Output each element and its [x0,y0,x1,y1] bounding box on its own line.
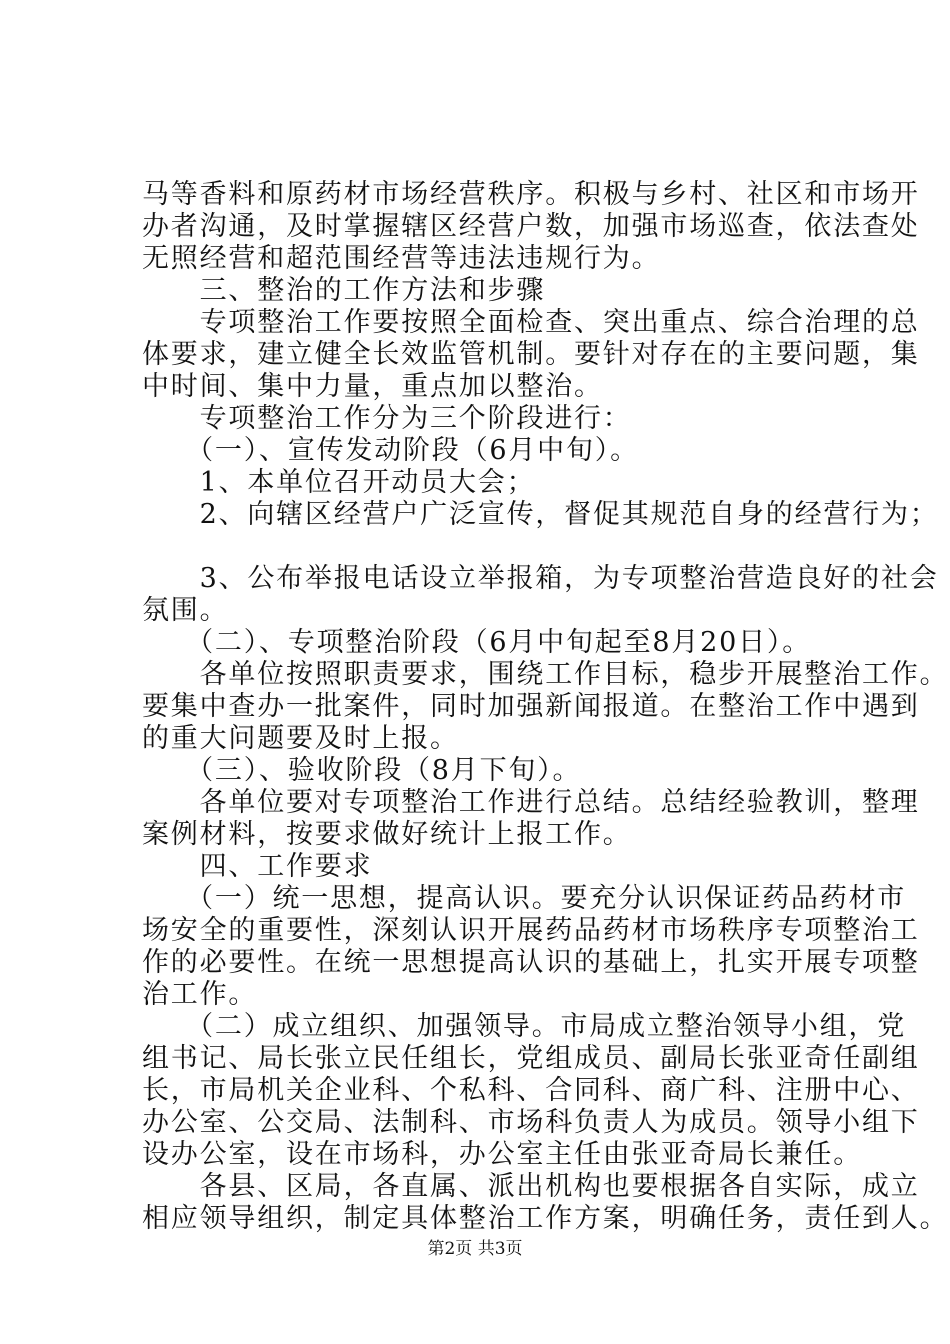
body-line: 相应领导组织，制定具体整治工作方案，明确任务，责任到人。 [142,1203,949,1234]
body-line: （一）、宣传发动阶段（6月中旬）。 [142,435,639,466]
body-line: （一）统一思想，提高认识。要充分认识保证药品药材市 [142,883,907,914]
body-line: 作的必要性。在统一思想提高认识的基础上，扎实开展专项整 [142,947,920,978]
section-heading: 四、工作要求 [142,851,373,882]
body-line: 各单位按照职责要求，围绕工作目标，稳步开展整治工作。 [142,659,949,690]
body-line: （二）、专项整治阶段（6月中旬起至8月20日）。 [142,627,812,658]
body-line: 3、公布举报电话设立举报箱，为专项整治营造良好的社会 [142,563,939,594]
body-line: 1、本单位召开动员大会； [142,467,536,498]
body-line: 的重大问题要及时上报。 [142,723,459,754]
body-line: 案例材料，按要求做好统计上报工作。 [142,819,632,850]
body-line: 中时间、集中力量，重点加以整治。 [142,371,603,402]
body-line: 体要求，建立健全长效监管机制。要针对存在的主要问题，集 [142,339,920,370]
page-number-footer: 第2页 共3页 [427,1239,523,1259]
body-line: 马等香料和原药材市场经营秩序。积极与乡村、社区和市场开 [142,179,920,210]
body-line: 办公室、公交局、法制科、市场科负责人为成员。领导小组下 [142,1107,920,1138]
body-line: 长，市局机关企业科、个私科、合同科、商广科、注册中心、 [142,1075,920,1106]
body-line: 场安全的重要性，深刻认识开展药品药材市场秩序专项整治工 [142,915,920,946]
body-line: （二）成立组织、加强领导。市局成立整治领导小组，党 [142,1011,907,1042]
body-line: （三）、验收阶段（8月下旬）。 [142,755,582,786]
body-line: 办者沟通，及时掌握辖区经营户数，加强市场巡查，依法查处 [142,211,920,242]
body-line: 2、向辖区经营户广泛宣传，督促其规范自身的经营行为； [142,499,939,530]
body-line: 各县、区局，各直属、派出机构也要根据各自实际，成立 [142,1171,920,1202]
body-line: 专项整治工作要按照全面检查、突出重点、综合治理的总 [142,307,920,338]
body-line: 治工作。 [142,979,258,1010]
body-line: 无照经营和超范围经营等违法违规行为。 [142,243,661,274]
body-line: 要集中查办一批案件，同时加强新闻报道。在整治工作中遇到 [142,691,920,722]
body-line: 组书记、局长张立民任组长，党组成员、副局长张亚奇任副组 [142,1043,920,1074]
section-heading: 三、整治的工作方法和步骤 [142,275,546,306]
body-line: 专项整治工作分为三个阶段进行： [142,403,632,434]
body-line: 氛围。 [142,595,229,626]
body-line: 各单位要对专项整治工作进行总结。总结经验教训，整理 [142,787,920,818]
body-line: 设办公室，设在市场科，办公室主任由张亚奇局长兼任。 [142,1139,862,1170]
